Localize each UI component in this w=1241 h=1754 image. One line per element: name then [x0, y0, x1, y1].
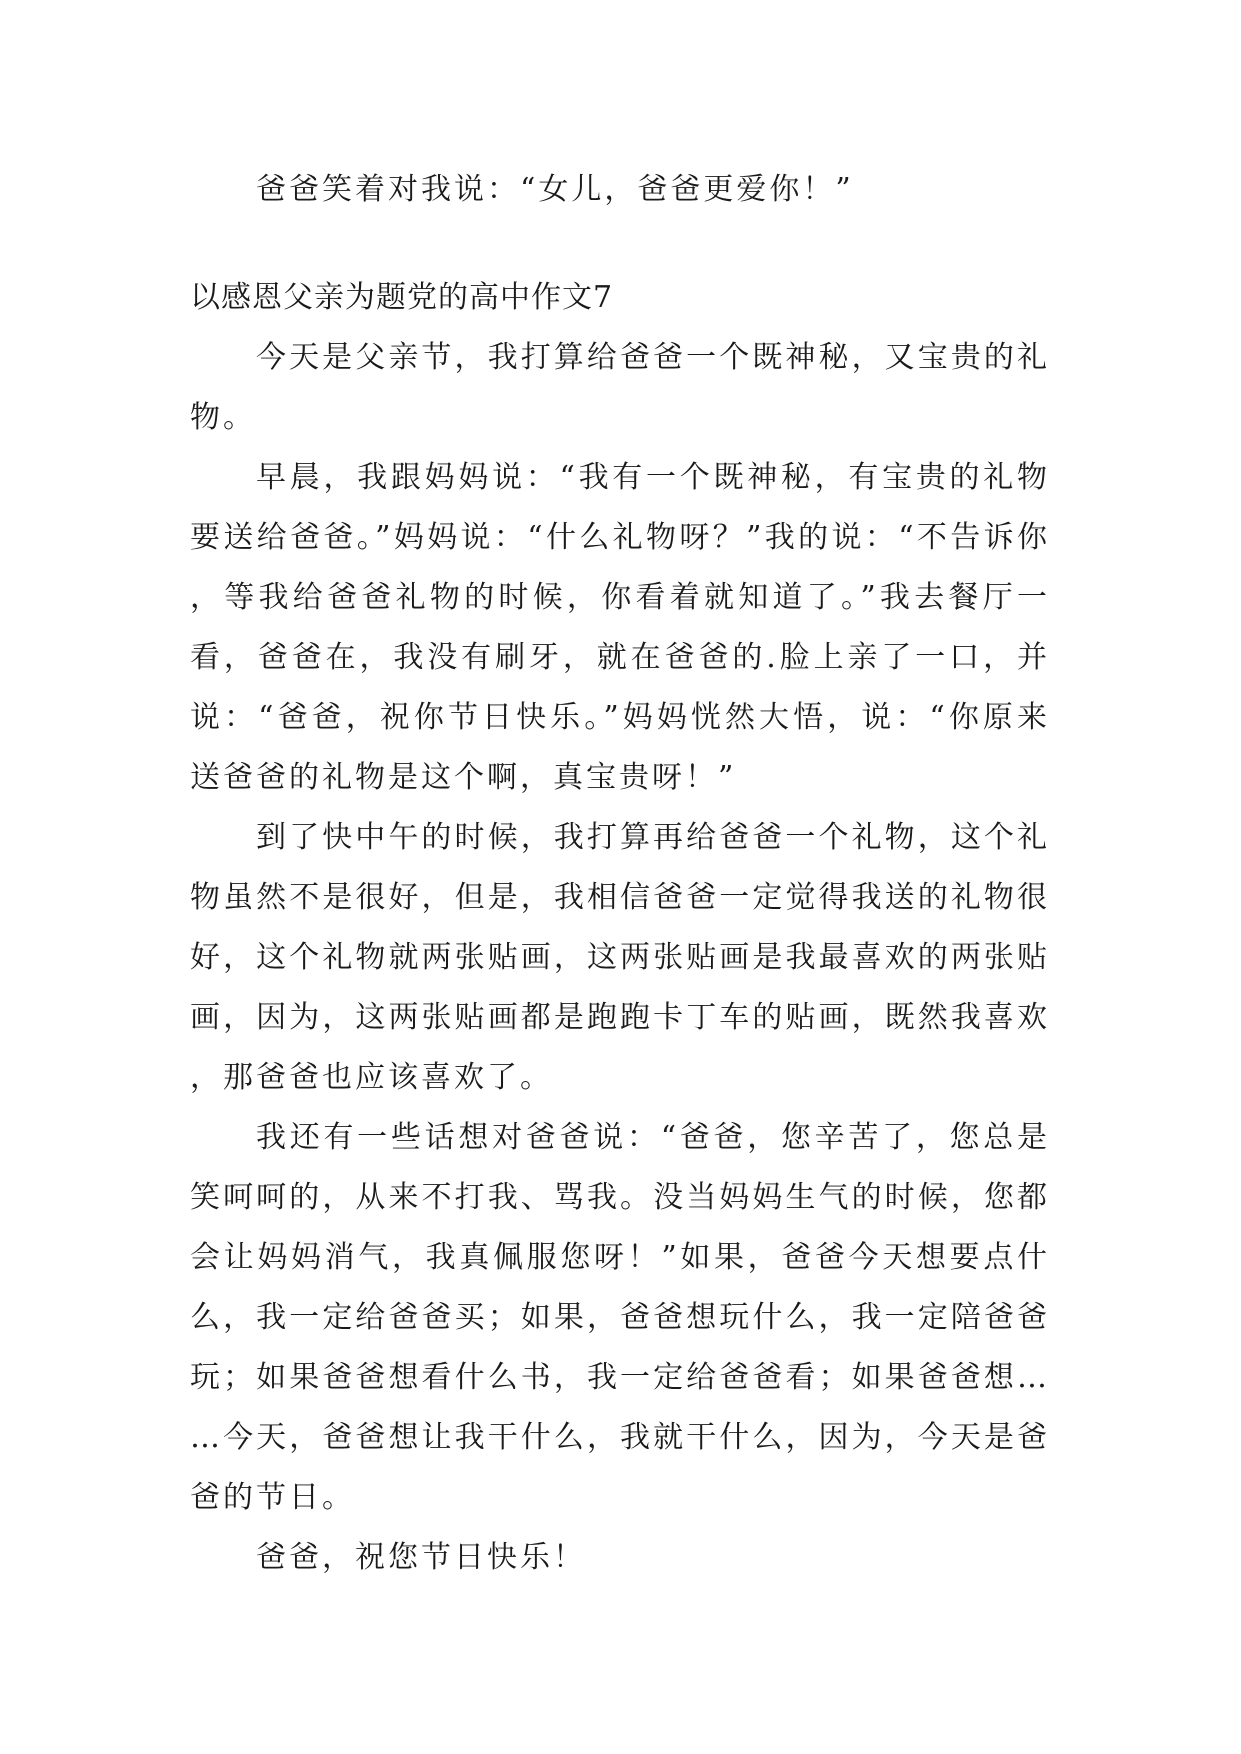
- paragraph-4: 我还有一些话想对爸爸说：“爸爸，您辛苦了，您总是笑呵呵的，从来不打我、骂我。没当妈妈生气的时候，您都会让妈妈消气，我真佩服您呀！”如果，爸爸今天想要点什么，我一定给爸爸买；如果，爸爸想玩什么，我一定陪爸爸玩；如果爸爸想看什么书，我一定给爸爸看；如果爸爸想……今天，爸爸想让我干什么，我就干什么，因为，今天是爸爸的节日。: [190, 1120, 1050, 1515]
- essay-heading: 以感恩父亲为题党的高中作文7: [190, 280, 614, 315]
- paragraph-1: 今天是父亲节，我打算给爸爸一个既神秘，又宝贵的礼物。: [190, 340, 1050, 435]
- document-body: [190, 160, 1050, 1588]
- paragraph-3: 到了快中午的时候，我打算再给爸爸一个礼物，这个礼物虽然不是很好，但是，我相信爸爸一定觉得我送的礼物很好，这个礼物就两张贴画，这两张贴画是我最喜欢的两张贴画，因为，这两张贴画都是跑跑卡丁车的贴画，既然我喜欢，那爸爸也应该喜欢了。: [190, 820, 1050, 1095]
- opening-line: 爸爸笑着对我说：“女儿，爸爸更爱你！”: [256, 172, 854, 207]
- paragraph-5: 爸爸，祝您节日快乐！: [256, 1540, 586, 1575]
- paragraph-2: 早晨，我跟妈妈说：“我有一个既神秘，有宝贵的礼物要送给爸爸。”妈妈说：“什么礼物呀？”我的说：“不告诉你，等我给爸爸礼物的时候，你看着就知道了。”我去餐厅一看，爸爸在，我没有刷牙，就在爸爸的.脸上亲了一口，并说：“爸爸，祝你节日快乐。”妈妈恍然大悟，说：“你原来送爸爸的礼物是这个啊，真宝贵呀！”: [190, 460, 1050, 795]
